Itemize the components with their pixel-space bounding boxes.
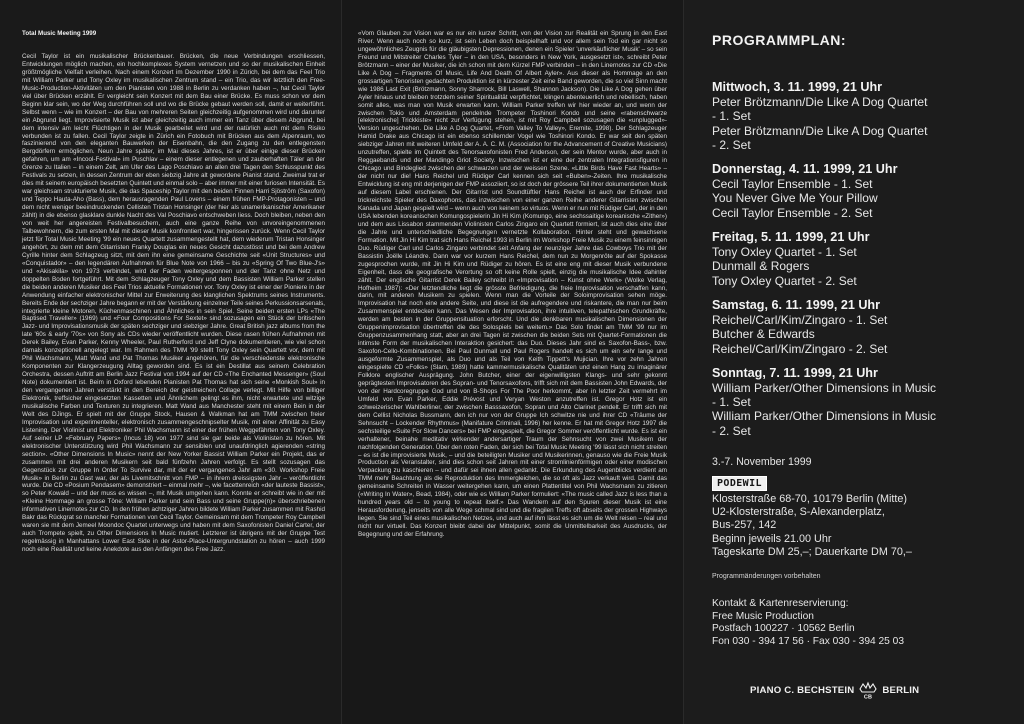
contact-line: Postfach 100227 · 10562 Berlin — [712, 623, 855, 635]
set-line: Cecil Taylor Ensemble - 2. Set — [712, 205, 873, 220]
changes-note: Programmänderungen vorbehalten — [712, 573, 821, 581]
day-heading: Sonntag, 7. 11. 1999, 21 Uhr — [712, 365, 878, 380]
set-line: You Never Give Me Your Pillow — [712, 191, 878, 206]
set-line: Tony Oxley Quartet - 1. Set — [712, 245, 857, 260]
program-title: PROGRAMMPLAN: — [712, 32, 847, 48]
set-line: Cecil Taylor Ensemble - 1. Set — [712, 177, 873, 192]
day-heading: Freitag, 5. 11. 1999, 21 Uhr — [712, 230, 870, 245]
venue-line: Bus-257, 142 — [712, 519, 777, 532]
program-day — [712, 80, 1010, 152]
set-line: Reichel/Carl/Kim/Zingaro - 1. Set — [712, 312, 888, 327]
sponsor-name: PIANO C. BECHSTEIN — [750, 684, 855, 696]
contact-line: Kontakt & Kartenreservierung: — [712, 598, 849, 610]
crown-icon — [858, 680, 878, 700]
set-line: Butcher & Edwards — [712, 327, 815, 342]
article-text-continued: «Vom Glauben zur Vision war es nur ein kurzer Schritt, von der Vision zur Realität ein Sprung in den East River. Wenn auch noch so kurz, ist sein Leben doch beispielhaft und vor allem sein Tod ein gar nicht so ungewöhnliches Zeugnis für die gläubigsten Depressionen, denen ein Spieler 'unverkäuflicher Musik' – so sein Freund und Mitstreiter Charles Tyler – in den USA, besonders in New York, ausgesetzt ist», schreibt Peter Brötzmann – einer der Musiker, die ich schon mit dem Kürzel FMP verbinden – in den Linernotes zur CD «Die Like A Dog – Fragments Of Music, Life And Death Of Albert Ayler». Aus dieser als Hommage an den grossartigen Tenoristen gedachten Produktion ist in kürzester Zeit eine Band geworden, die so viel Sinn macht wie 1986 Last Exit (Brötzmann, Sonny Sharrock, Bill Laswell, Shannon Jackson). Die Like A Dog gehen über Ayler hinaus und bleiben trotzdem seiner Spiritualität verpflichtet, klingen abenteuerlich und rebellisch, haben somit alles, was man von Musik erwarten kann. William Parker treffen wir hier wieder an, und wenn der zwischen Tokio und Amsterdam pendelnde Trompeter Toshinori Kondo und seine «rabenschwarze [elektronische] Trickkiste» nicht zur Verfügung stehen, ist mit Roy Campbell sozusagen die «unplugged»-Version ungeschehen. Die Like A Dog Quartet, «From Valley To Valley», Eremite, 1998). Der Schlagzeuger Hamid Drake aus Chicago ist ein ebenso schillernder Vogel wie Toshinori Kondo. Er war seit den späten siebziger Jahren mit weiteren Umfeld der A. A. C. M. (Association for the Advancement of Creative Musicians) unzutreffen, spielte im Quintett des Tenorsaxofonisten Fred Anderson, der sein Mentor wurde, aber auch in Reggaebands und der Mandingo Griot Society. Inzwischen ist er eine der zentralen Integrationsfiguren in Chicago und Bindeglied zwischen der schwarzen und der weissen Szene. «Little Birds Have Fast Hearts» – der nicht nur die! Hans Reichel und Rüdiger Carl kennen sich seit «Buben»-Zeiten. Ihre musikalische Entwicklung ist eng mit derjenigen der FMP assoziiert, so ist doch der grössere Teil ihrer dokumentierten Musik auf diesem Label erschienen. Der Gitarrist und Soundtüftler Hans Reichel ist auch der Erfinder und trickreichste Spieler des Daxophons, das inzwischen von einer ganzen Reihe anderer Gitarristen zwischen Kanada und Japan gespielt wird – wenn auch von keinem so virtuos. Wenn er nun mit Rüdiger Carl, der in den USA lebenden koreanischen Komungospielerin Jin Hi Kim (Komungo, eine sechssaitige koreanische «Zither») und dem aus Lissabon stammenden Violinisten Carlos Zingaro ein Quartett formiert, ist auch dies eine über die Jahre und unterschiedliche Begegnungen vernetzte Kollaboration. Hinter steht und gewachsene Formation. Mit Jin Hi Kim trat sich Hans Reichel 1993 in Berlin im Workshop Freie Musik zu einem feinsinnigen Duo. Rüdiger Carl und Carlos Zingaro verbindet seit Anfang der neunziger Jahre das Cowboys Trio mit der Bassistin Joëlle Léandre. Dann war vor kurzem Hans Reichel, dem nun zu Morgenröte auf der Spokasse zugesprochen wurde, mit Jin Hi Kim und Rüdiger zu hören. Es ist eine eng mit dieser Musik verbundene Eigenheit, dass die geografische Verortung so oft keine Rolle spielt, einzig die musikalische Idee dahinter zählt. Der englische Gitarrist Derek Bailey schreibt in «Improvisation – Kunst ohne Werk» (Wolke Verlag, Hofheim 1987): «Der letztendliche liegt die grösste Befriedigung, die freie Improvisation verschaffen kann, darin, mit anderen Musikern zu spielen. Wenn man die Vorteile der Soloimprovisation sehen möge. Improvisation hat noch eine andere Seite, und diese ist die aufregendere und riskantere, die man nur beim Zusammenspiel entdecken kann. Das Wesen der Improvisation, ihre intuitiven, telepathischen Grundkräfte, werden am besten in der Gruppensituation erforscht. Und die denkbaren musikalischen Dimensionen der Gruppenimprovisation übertreffen die des Solospiels bei weitem.» Das Solo findet am TMM '99 nur im Gruppenzusammenhang statt, aber an drei Tagen ist zwischen die beiden Sets mit Quartet-Formationen die intimste Form der musikalischen Interaktion gesichert: das Duo. Dieses Jahr sind es Saxofon-Bass-, bzw. Saxofon-Cello-Kombinationen. Bei Paul Dunmall und Paul Rogers handelt es sich um ein sehr lange und ausgeformte Zusammenspiel, als Duo und als Teil von Keith Tippett's Mujician. Ihre vor zehn Jahren eingespielte CD «Folks» (Slam, 1989) hatte kammermusikalische Qualitäten und einen Hang zu imaginärer Folklore englischer Ausprägung. John Butcher, einer der eigenwilligsten Klangs- und sehr gekonnt geprägtesten Improvisatoren des Sopran- und Tenorsaxofons, trifft sich mit dem Bassisten John Edwards, der von der Hardcoregruppe God und von B-Shops For The Poor herkommt, aber in letzter Zeit vermehrt im Umfeld von Evan Parker, Eddie Prévost und Veryan Weston anzutreffen ist. Gregor Hotz ist ein schweizerischer Wahlberliner, der zwischen Basssaxofon, Sopran und Alto Clarinet pendelt. Er trifft sich mit dem Cellist Nicholas Bussmann, den ich nur von der Gruppe Ich schwitze nie und ihrer CD «Träume der Sehnsucht – Lockender Rhythmus» (Manifature Criminali, 1996) her kenne. Er hat mit Gregor Hotz 1997 die sechsteilige «Suite For Slow Dancers» bei FMP eingespielt, die Gregor Sommer veröffentlicht wurde. Es ist ein verhaltener, beinahe meditativ wirkender andersartiger Traum der Sehnsucht von zwei Musikern der nachfolgenden Generation. Über den roten Faden, der sich bei Total Music Meeting '99 lässt sich nicht streiten – es ist die improvisierte Musik, – und die beteiligten Musiker und Musikerinnen, genauso wie die Freie Musik Production als Veranstalter, sind dies schon seit Jahren mit einer stromlinienförmigen oder einer modischen Verpackung zu kaschieren – und dafür sei ihnen allen gedankt. Die Erkundung des Augenblicks verdient am TMM mehr Beachtung als die Reproduktion des Immergleichen, die so oft als Jazz verkauft wird. Damit das gemeinsame Schreiten in Wasser weitergehen kann, um einen Plattentitel von Phil Wachsmann zu zitieren («Writing In Water», Bead, 1984), oder wie es William Parker formuliert: «The music called Jazz is less than a hundred years old – to young to repeat itself.» Das Wandern auf den Spuren dieser Musik ist eine Herausforderung, jenseits von alle Wege schmal sind und die fragilen Treffs oft abseits der grossen Highways liegen. Sie sind Teil eines musikalischen Netzes, und auch auf ihm lässt es sich um die Welt reisen – real und nicht nur virtuell. Das Konzert bleibt dabei der Mittelpunkt, somit die Unmittelbarkeit des Ausdrucks, der Begegnung und der Erfahrung. — [358, 30, 667, 539]
set-line: Reichel/Carl/Kim/Zingaro - 2. Set — [712, 341, 888, 356]
article-text: Cecil Taylor ist ein musikalischer Brückenbauer. Brücken, die neue Verbindungen erschliessen, Entwicklungen möglich machen, ein hochkomplexes System vernetzen und so der musikalischen Einheit größtmögliche Vielfalt verleihen. Nach einem Konzert im Dezember 1990 in Zürich, bei dem das Feel Trio mit William Parker und Tony Oxley im musikalischen Zentrum stand – ein Trio, das wir letztlich den Free-Music-Production-Aktivitäten um den Pianisten von 1988 in Berlin zu verdanken haben –, hat Cecil Taylor viel über Brücken erzählt. Er vergleicht sein Konzert mit dem Bau einer Brücke. Es muss schon vor dem Beginn klar sein, wo der Weg durchführen soll und wo die Brücke gebaut werden soll, damit er weiterführt. Selbst wenn – wie im Konzert – der Bau von mehreren Seiten gleichzeitig aufgenommen wird und darunter ein Abgrund liegt. Improvisierte Musik ist aber gleichzeitig auch immer ein Tanz über diesem Abgrund, bei dem intensiv am leicht Flüchtigen in der Musik gearbeitet wird und der natürlich auch mit dem Risiko verbunden ist zu fallen. Cecil Taylor zeigte in Zürich ein Fotobuch mit Brücken aus dem Alpenraum, wo faszinierend von den eleganten Bauwerken der Eisenbahn, die den Zugang zu den entlegensten Bergdörfern ermöglichen. Neun Jahre später, im Mai dieses Jahres, ist er über einige dieser Brücken gefahren, um am «Incool-Festival» im Puschlav – einem dieser entlegenen und zauberhaften Täler an der Grenze zu Italien – in einem Zelt, am Ufer des Lago Poschiavo an allen drei Tagen den Schlusspunkt des Festivals zu setzen, in dessen Zentrum der eben siebzig Jahre alt gewordene Pianist stand. Zweimal trat er dies mit seinem europäisch besetzten Quintett und einmal solo – aber immer mit einer furiosen Intensität. Es war gleichsam strukturierte Musik, die das Spaceship Taylor mit den beiden Finnen Harri Sjöström (Saxofon) und Teppo Hauta-Aho (Bass), dem herausragenden Paul Lovens – einem frühen FMP-Protagonisten – und dem nicht weniger beeindruckenden Cellisten Tristan Honsinger (der hier als unamerikanischer Amerikaner zählt) in die ebenso glasklare dunkle Nacht des Val Poschiavo entschweben liess. Doch bleiben, neben den von weit her angereisten Festivalbesuchern, auch eine ganze Reihe von unvoreingenommenen Talbewohnern, die zum ersten Mal mit dieser Musik konfrontiert war, hingerissen zurück. Wenn Cecil Taylor jetzt für Total Music Meeting '99 ein neues Quartett zusammengestellt hat, dem wiederum Tristan Honsinger angehört, zu dem mit dem Gitarristen Franky Douglas ein neues Gesicht dazustösst und bei dem Andrew Cyrille hinter dem Schlagzeug sitzt, mit dem ihn eine gemeinsame Geschichte seit «Unit Structures» und «Conquistador» – den legendären Aufnahmen für Blue Note von 1966 – bis zu «Spring Of Two Blue-J's» und «Akisakila» von 1973 verbindet, wird der Faden weitergesponnen und der Tanz ohne Netz und doppelten Boden fortgeführt. Mit dem Schlagzeuger Tony Oxley und dem Bassisten William Parker stellen die beiden anderen Musiker des Feel Trios aktuelle Formationen vor. Tony Oxley ist einer der Pioniere in der Anwendung einfacher elektronischer Mittel zur Erweiterung des klanglichen Spektrums seines Instruments. Bereits Ende der sechziger Jahre begann er mit der Verstärkung einzelner Teile seines Perkussionsarsenals, integrierte kleine Motoren, Küchenmaschinen und Ähnliches in sein Spiel. Seine beiden ersten LPs «The Baptised Traveller» (1969) und «Four Compositions For Sextet» sind sozusagen ein Stück der britischen Jazz- und Improvisationsmusik der späten sechziger und siebziger Jahre. Great British jazz albums from the late '60s & early '70s» von Sony als CDs wieder veröffentlicht wurden. Diese rasen frühen Aufnahmen mit Derek Bailey, Evan Parker, Kenny Wheeler, Paul Rutherford und Jeff Clyne dokumentieren, wie viel schon damals konzeptionell angelegt war. Im Rahmen des TMM '99 stellt Tony Oxley sein Quartett vor, dem mit Phil Wachsmann, Matt Wand und Pat Thomas Musiker angehören, für die verschiedenste elektronische Komponenten zur Klangerzeugung Alltag geworden sind. Es ist ein Destillat aus seinem Celebration Orchestra, dessen Auftritt am Berlin Jazz Festival von 1994 auf der CD «The Enchanted Messenger» (Soul Note) dokumentiert ist. Beim in Oxford lebenden Pianisten Pat Thomas hat sich seine «Monkish Soul» in den vergangenen Jahren verstärkt in den Bereich der geistreichen Collage verlegt. Mit Hilfe von billiger Elektronik, treffsicher eingesetzten Kassetten und Ähnlichem gelingt es ihm, nicht erwartete und witzige musikalische Farben und Texturen zu integrieren. Matt Wand aus Manchester steht mit einem Bein in der Welt des DJings. Er spielt mit der Gruppe Stock, Hausen & Walkman hat am TMM zwischen freier Improvisation und experimenteller, elektronisch zusammengeschnipselter Musik, mit einer Affinität zu Easy Listening. Der Violinist und Elektroniker Phil Wachsmann ist einer der frühen Weggefährten von Tony Oxley. Auf seiner LP «February Papers» (Incus 18) von 1977 sind sie gar beide als Violinisten zu hören. Mit elektronischer Unterstützung wird Phil Wachsmann zur sensiblen und unaufdringlich agierenden «string section». «Other Dimensions In Music» nennt der New Yorker Bassist William Parker ein Projekt, das er zusammen mit drei anderen Musikern seit bald fünfzehn Jahren verfolgt. Es stellt sozusagen das Gegenstück zur Gruppe In Order To Survive dar, mit der er vergangenes Jahr am «30. Workshop Freie Musik» in Berlin zu Gast war, der als Livemitschnitt von FMP – in ihrem dreissigsten Jahr – veröffentlicht wurde. Die CD «Posium Pendasem» demonstriert – einmal mehr –, wie facettenreich «der lauteste Bassist», so Peter Kowald – und der muss es wissen –, mit Musik umgehen kann. Konnte er schreibt wie in der mit «Kleine Hommage an grosse Töne: William Parker und sein Bass und seine Gruppe(n)» überschriebenen informativen Linernotes zur CD. In den frühen achtziger Jahren bildete William Parker zusammen mit Rashid Bakr das Rückgrat so mancher Formationen von Cecil Taylor. Gemeinsam mit dem Trompeter Roy Campbell waren sie mit dem Jemeel Moondoc Quartet unterwegs und haben mit dem Saxofonisten Daniel Carter, der auch Trompete spielt, zu Other Dimensions In Music mutiert. Letzterer ist übrigens mit der Gruppe Test regelmässig in Manhattans Lower East Side in der Astor-Place-Untergrundstation zu hören – auch 1999 noch eine Realität und keine Anekdote aus den Anfängen des Free Jazz. — [22, 53, 325, 554]
venue-line: U2-Klosterstraße, S-Alexanderplatz, — [712, 506, 885, 519]
sponsor-emblem: CB — [864, 694, 873, 700]
day-heading: Donnerstag, 4. 11. 1999, 21 Uhr — [712, 162, 898, 177]
set-line: Peter Brötzmann/Die Like A Dog Quartet — [712, 123, 928, 138]
podewil-logo: PODEWIL — [712, 476, 767, 491]
venue-line: Klosterstraße 68-70, 10179 Berlin (Mitte) — [712, 493, 908, 506]
day-heading: Mittwoch, 3. 11. 1999, 21 Uhr — [712, 80, 883, 94]
set-line: William Parker/Other Dimensions in Music — [712, 409, 937, 424]
set-line: - 1. Set — [712, 109, 751, 124]
set-line: Tony Oxley Quartet - 2. Set — [712, 273, 857, 288]
left-panel — [0, 0, 342, 724]
contact-line: Free Music Production — [712, 610, 814, 622]
set-line: Peter Brötzmann/Die Like A Dog Quartet — [712, 95, 928, 109]
set-line: - 2. Set — [712, 423, 751, 438]
venue-line: Beginn jeweils 21.00 Uhr — [712, 532, 832, 545]
program-day — [712, 230, 1010, 288]
panel-kicker: Total Music Meeting 1999 — [22, 30, 97, 37]
program-day — [712, 366, 1010, 438]
middle-panel — [342, 0, 684, 724]
program-panel — [684, 0, 1024, 724]
contact-line: Fon 030 - 394 17 56 · Fax 030 - 394 25 03 — [712, 635, 904, 647]
program-day — [712, 162, 1010, 220]
set-line: - 2. Set — [712, 137, 751, 152]
festival-dates: 3.-7. November 1999 — [712, 456, 812, 469]
sponsor-city: BERLIN — [882, 684, 920, 696]
set-line: William Parker/Other Dimensions in Music — [712, 380, 937, 395]
set-line: Dunmall & Rogers — [712, 259, 810, 274]
sponsor-mark — [750, 680, 919, 700]
day-heading: Samstag, 6. 11. 1999, 21 Uhr — [712, 297, 881, 312]
program-day — [712, 298, 1010, 356]
set-line: - 1. Set — [712, 395, 751, 410]
venue-line: Tageskarte DM 25,–; Dauerkarte DM 70,– — [712, 545, 912, 558]
